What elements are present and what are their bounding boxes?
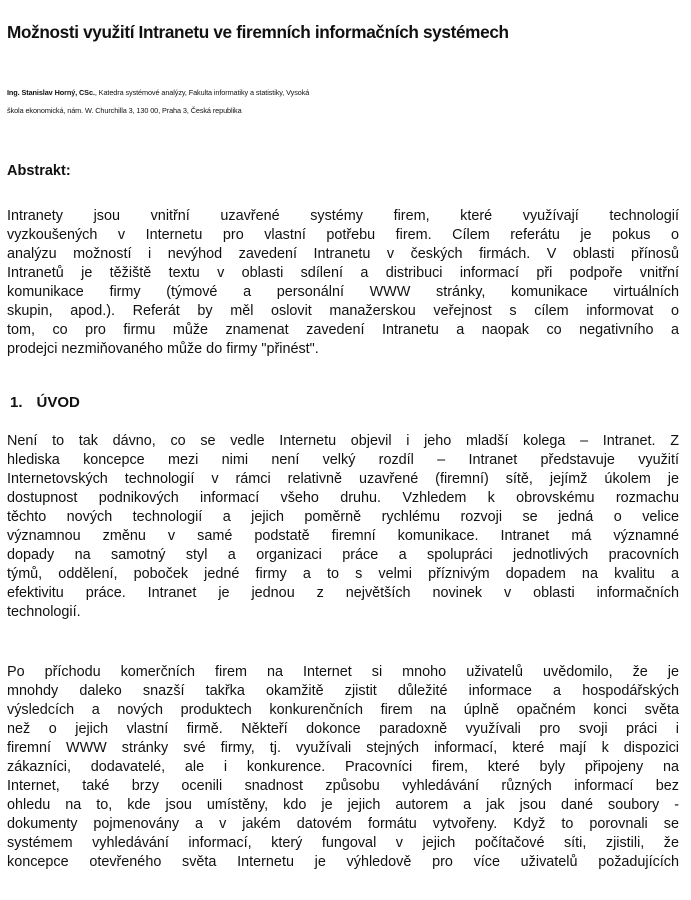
- text-line: dopady na samotný styl a organizaci práce a spolupráci jednotlivých pracovních: [7, 547, 679, 563]
- text-line: skupin, apod.). Referát by měl oslovit manažerskou veřejnost s cílem informovat o: [7, 303, 679, 319]
- text-line: systémem vyhledávání informací, který fungoval v jejich počítačové síti, zjistili, že: [7, 835, 679, 851]
- text-line: Internetovských technologií v rámci relativně uzavřené (firemní) sítě, jejímž úkolem je: [7, 471, 679, 487]
- abstract-heading: Abstrakt:: [7, 163, 71, 179]
- text-line: komunikace firmy (týmové a personální WWW stránky, komunikace virtuálních: [7, 284, 679, 300]
- text-line: zákazníci, dodavatelé, ale i konkurence. Pracovníci firem, které byly připojeny na: [7, 759, 679, 775]
- text-line: prodejci nezmiňovaného může do firmy "přinést".: [7, 341, 319, 357]
- intro-paragraph-2: [7, 663, 679, 872]
- text-line: než o jejich vlastní firmě. Někteří dokonce paradoxně využívali pro svoji práci i: [7, 721, 679, 737]
- section-heading-uvod: [10, 394, 80, 411]
- text-line: vyzkoušených v Internetu pro vlastní potřebu firem. Cílem referátu je pokus o: [7, 227, 679, 243]
- intro-paragraph-1: [7, 432, 679, 622]
- text-line: tom, co pro firmu může znamenat zavedení Intranetu a naopak co negativního a: [7, 322, 679, 338]
- text-line: analýzu možností i nevýhod zavedení Intranetu v českých firmách. V oblasti přínosů: [7, 246, 679, 262]
- text-line: Není to tak dávno, co se vedle Internetu objevil i jeho mladší kolega – Intranet. Z: [7, 433, 679, 449]
- text-line: těchto nových technologií a jejich poměrně rychlému rozvoji se jedná o velice: [7, 509, 679, 525]
- text-line: Intranetů je těžiště textu v oblasti sdílení a distribuci informací při podpoře vnitřní: [7, 265, 679, 281]
- author-affiliation-2: škola ekonomická, nám. W. Churchilla 3, 130 00, Praha 3, Česká republika: [7, 106, 242, 115]
- author-affiliation-1: , Katedra systémové analýzy, Fakulta informatiky a statistiky, Vysoká: [94, 88, 310, 97]
- text-line: efektivitu práce. Intranet je jednou z největších novinek v oblasti informačních: [7, 585, 679, 601]
- text-line: významnou změnu v samé podstatě firemní komunikace. Intranet má významné: [7, 528, 679, 544]
- text-line: dostupnost podnikových informací všeho druhu. Vzhledem k obrovskému rozmachu: [7, 490, 679, 506]
- text-line: dokumenty pojmenovány a v jakém datovém formátu vytvořeny. Když to porovnali se: [7, 816, 679, 832]
- author-name: Ing. Stanislav Horný, CSc.: [7, 88, 95, 97]
- section-title: ÚVOD: [36, 394, 80, 411]
- author-line-1: [7, 84, 687, 102]
- text-line: Intranety jsou vnitřní uzavřené systémy firem, které využívají technologií: [7, 208, 679, 224]
- paper-title: Možnosti využití Intranetu ve firemních informačních systémech: [7, 22, 509, 42]
- section-number: 1.: [10, 394, 23, 411]
- text-line: koncepce otevřeného světa Internetu je výhledově pro více uživatelů požadujících: [7, 854, 679, 870]
- abstract-paragraph: [7, 207, 679, 359]
- text-line: ohledu na to, kde jsou umístěny, kdo je jejich autorem a jak jsou dané soubory -: [7, 797, 679, 813]
- text-line: týmů, oddělení, poboček jedné firmy a to s velmi příznivým dopadem na kvalitu a: [7, 566, 679, 582]
- text-line: Internet, také brzy ocenili snadnost způsobu vyhledávání různých informací bez: [7, 778, 679, 794]
- text-line: firemní WWW stránky své firmy, tj. využívali stejných informací, které mají k dispozici: [7, 740, 679, 756]
- text-line: výsledcích a nových produktech konkurenčních firem na úplně opačném konci světa: [7, 702, 679, 718]
- author-block: [7, 84, 687, 120]
- text-line: hlediska koncepce mezi nimi není velký rozdíl – Intranet představuje využití: [7, 452, 679, 468]
- text-line: Po příchodu komerčních firem na Internet si mnoho uživatelů uvědomilo, že je: [7, 664, 679, 680]
- text-line: technologií.: [7, 604, 81, 620]
- text-line: mnohdy daleko snazší takřka okamžitě zjistit důležité informace a hospodářských: [7, 683, 679, 699]
